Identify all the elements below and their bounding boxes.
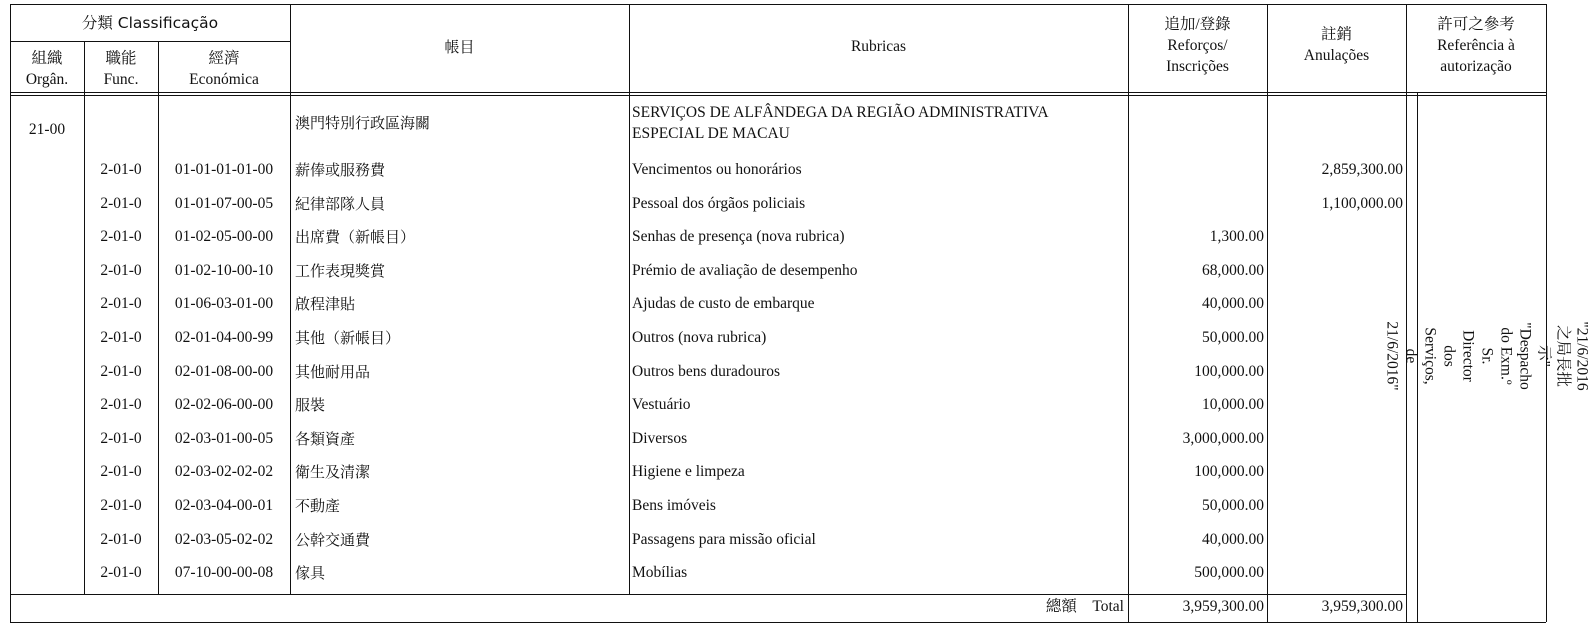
row-rubric-zh: 出席費（新帳目） bbox=[295, 228, 416, 246]
authorization-reference bbox=[1383, 206, 1591, 506]
grid-line-h bbox=[10, 95, 1546, 96]
row-reinforcement: 500,000.00 bbox=[1194, 564, 1264, 581]
grid-line-v bbox=[1128, 4, 1129, 622]
row-func-code: 2-01-0 bbox=[100, 396, 142, 413]
row-rubric-pt: Diversos bbox=[632, 430, 688, 447]
row-rubric-pt: Ajudas de custo de embarque bbox=[632, 295, 815, 312]
row-econ-code: 02-02-06-00-00 bbox=[174, 396, 274, 413]
row-func-code: 2-01-0 bbox=[100, 463, 142, 480]
grid-line-v bbox=[1406, 4, 1407, 622]
row-func-code: 2-01-0 bbox=[100, 564, 142, 581]
row-reinforcement: 50,000.00 bbox=[1202, 329, 1264, 346]
row-func-code: 2-01-0 bbox=[100, 363, 142, 380]
row-reinforcement: 40,000.00 bbox=[1202, 531, 1264, 548]
row-func-code: 2-01-0 bbox=[100, 228, 142, 245]
row-reinforcement: 40,000.00 bbox=[1202, 295, 1264, 312]
row-rubric-zh: 紀律部隊人員 bbox=[295, 195, 386, 213]
row-rubric-pt: Vencimentos ou honorários bbox=[632, 161, 802, 178]
row-func-code: 2-01-0 bbox=[100, 195, 142, 212]
row-econ-code: 01-02-05-00-00 bbox=[174, 228, 274, 245]
row-rubric-pt: Passagens para missão oficial bbox=[632, 531, 816, 548]
row-econ-code: 01-01-01-01-00 bbox=[174, 161, 274, 178]
row-rubric-pt: Bens imóveis bbox=[632, 497, 716, 514]
row-rubric-zh: 服裝 bbox=[295, 396, 326, 414]
row-rubric-zh: 公幹交通費 bbox=[295, 531, 371, 549]
grid-line-h bbox=[10, 622, 1546, 623]
entity-name-pt: SERVIÇOS DE ALFÂNDEGA DA REGIÃO ADMINISTRATIVA ESPECIAL DE MACAU bbox=[632, 104, 1049, 142]
grid-line-h bbox=[10, 92, 1546, 93]
row-reinforcement: 1,300.00 bbox=[1209, 228, 1264, 245]
row-reinforcement: 100,000.00 bbox=[1194, 463, 1264, 480]
row-annulment: 1,100,000.00 bbox=[1321, 195, 1403, 212]
row-func-code: 2-01-0 bbox=[100, 262, 142, 279]
header-org: 組織 Orgân. bbox=[25, 50, 69, 88]
row-reinforcement: 50,000.00 bbox=[1202, 497, 1264, 514]
row-rubric-pt: Outros bens duradouros bbox=[632, 363, 781, 380]
row-func-code: 2-01-0 bbox=[100, 161, 142, 178]
header-func: 職能 Func. bbox=[103, 50, 139, 88]
row-reinforcement: 10,000.00 bbox=[1202, 396, 1264, 413]
row-func-code: 2-01-0 bbox=[100, 497, 142, 514]
grid-line-v bbox=[290, 4, 291, 594]
row-rubric-zh: 其他耐用品 bbox=[295, 363, 371, 381]
row-rubric-pt: Prémio de avaliação de desempenho bbox=[632, 262, 858, 279]
row-rubric-zh: 工作表現獎賞 bbox=[295, 262, 386, 280]
row-func-code: 2-01-0 bbox=[100, 531, 142, 548]
grid-line-h bbox=[10, 594, 1406, 595]
row-rubric-zh: 各類資產 bbox=[295, 430, 356, 448]
row-rubric-zh: 衛生及清潔 bbox=[295, 463, 371, 481]
grid-line-h bbox=[10, 4, 1546, 5]
row-rubric-pt: Pessoal dos órgãos policiais bbox=[632, 195, 806, 212]
row-rubric-pt: Mobílias bbox=[632, 564, 688, 581]
row-rubric-zh: 其他（新帳目） bbox=[295, 329, 401, 347]
row-reinforcement: 68,000.00 bbox=[1202, 262, 1264, 279]
header-reference: 許可之參考 Referência à autorização bbox=[1437, 16, 1515, 75]
header-annulments: 註銷 Anulações bbox=[1303, 26, 1370, 64]
header-econ: 經濟 Económica bbox=[189, 50, 259, 88]
header-rubric-zh: 帳目 bbox=[444, 38, 475, 56]
row-rubric-zh: 不動產 bbox=[295, 497, 341, 515]
row-func-code: 2-01-0 bbox=[100, 430, 142, 447]
row-rubric-pt: Vestuário bbox=[632, 396, 691, 413]
row-econ-code: 01-06-03-01-00 bbox=[174, 295, 274, 312]
authorization-text: "21/6/2016之局長批示" "Despacho do Exm.º Sr. Director dos Serviços, de 21/6/2016" bbox=[1383, 321, 1591, 391]
row-econ-code: 02-03-04-00-01 bbox=[174, 497, 274, 514]
row-func-code: 2-01-0 bbox=[100, 295, 142, 312]
row-rubric-pt: Higiene e limpeza bbox=[632, 463, 745, 480]
header-rubric-pt: Rubricas bbox=[850, 38, 907, 55]
header-classification: 分類 Classificação bbox=[81, 14, 219, 32]
row-econ-code: 07-10-00-00-08 bbox=[174, 564, 274, 581]
row-econ-code: 02-03-05-02-02 bbox=[174, 531, 274, 548]
grid-line-v bbox=[1267, 4, 1268, 622]
row-econ-code: 01-02-10-00-10 bbox=[174, 262, 274, 279]
row-func-code: 2-01-0 bbox=[100, 329, 142, 346]
row-econ-code: 02-03-01-00-05 bbox=[174, 430, 274, 447]
row-reinforcement: 3,000,000.00 bbox=[1182, 430, 1264, 447]
header-reinforcements: 追加/登錄 Reforços/ Inscrições bbox=[1164, 16, 1231, 75]
row-annulment: 2,859,300.00 bbox=[1321, 161, 1403, 178]
row-econ-code: 02-01-08-00-00 bbox=[174, 363, 274, 380]
total-annulments: 3,959,300.00 bbox=[1321, 598, 1403, 615]
row-rubric-pt: Outros (nova rubrica) bbox=[632, 329, 767, 346]
row-reinforcement: 100,000.00 bbox=[1194, 363, 1264, 380]
grid-line-h bbox=[10, 41, 290, 42]
row-rubric-zh: 啟程津貼 bbox=[295, 295, 356, 313]
row-rubric-zh: 傢具 bbox=[295, 564, 326, 582]
grid-line-v bbox=[10, 4, 11, 622]
row-econ-code: 02-03-02-02-02 bbox=[174, 463, 274, 480]
row-econ-code: 02-01-04-00-99 bbox=[174, 329, 274, 346]
total-reinforcements: 3,959,300.00 bbox=[1182, 598, 1264, 615]
row-rubric-zh: 薪俸或服務費 bbox=[295, 161, 386, 179]
entity-org-code: 21-00 bbox=[28, 121, 66, 138]
total-label: 總額 Total bbox=[1045, 598, 1124, 615]
grid-line-v bbox=[1546, 4, 1547, 622]
row-econ-code: 01-01-07-00-05 bbox=[174, 195, 274, 212]
grid-line-v bbox=[629, 4, 630, 594]
row-rubric-pt: Senhas de presença (nova rubrica) bbox=[632, 228, 845, 245]
entity-name-zh: 澳門特別行政區海關 bbox=[295, 114, 431, 132]
